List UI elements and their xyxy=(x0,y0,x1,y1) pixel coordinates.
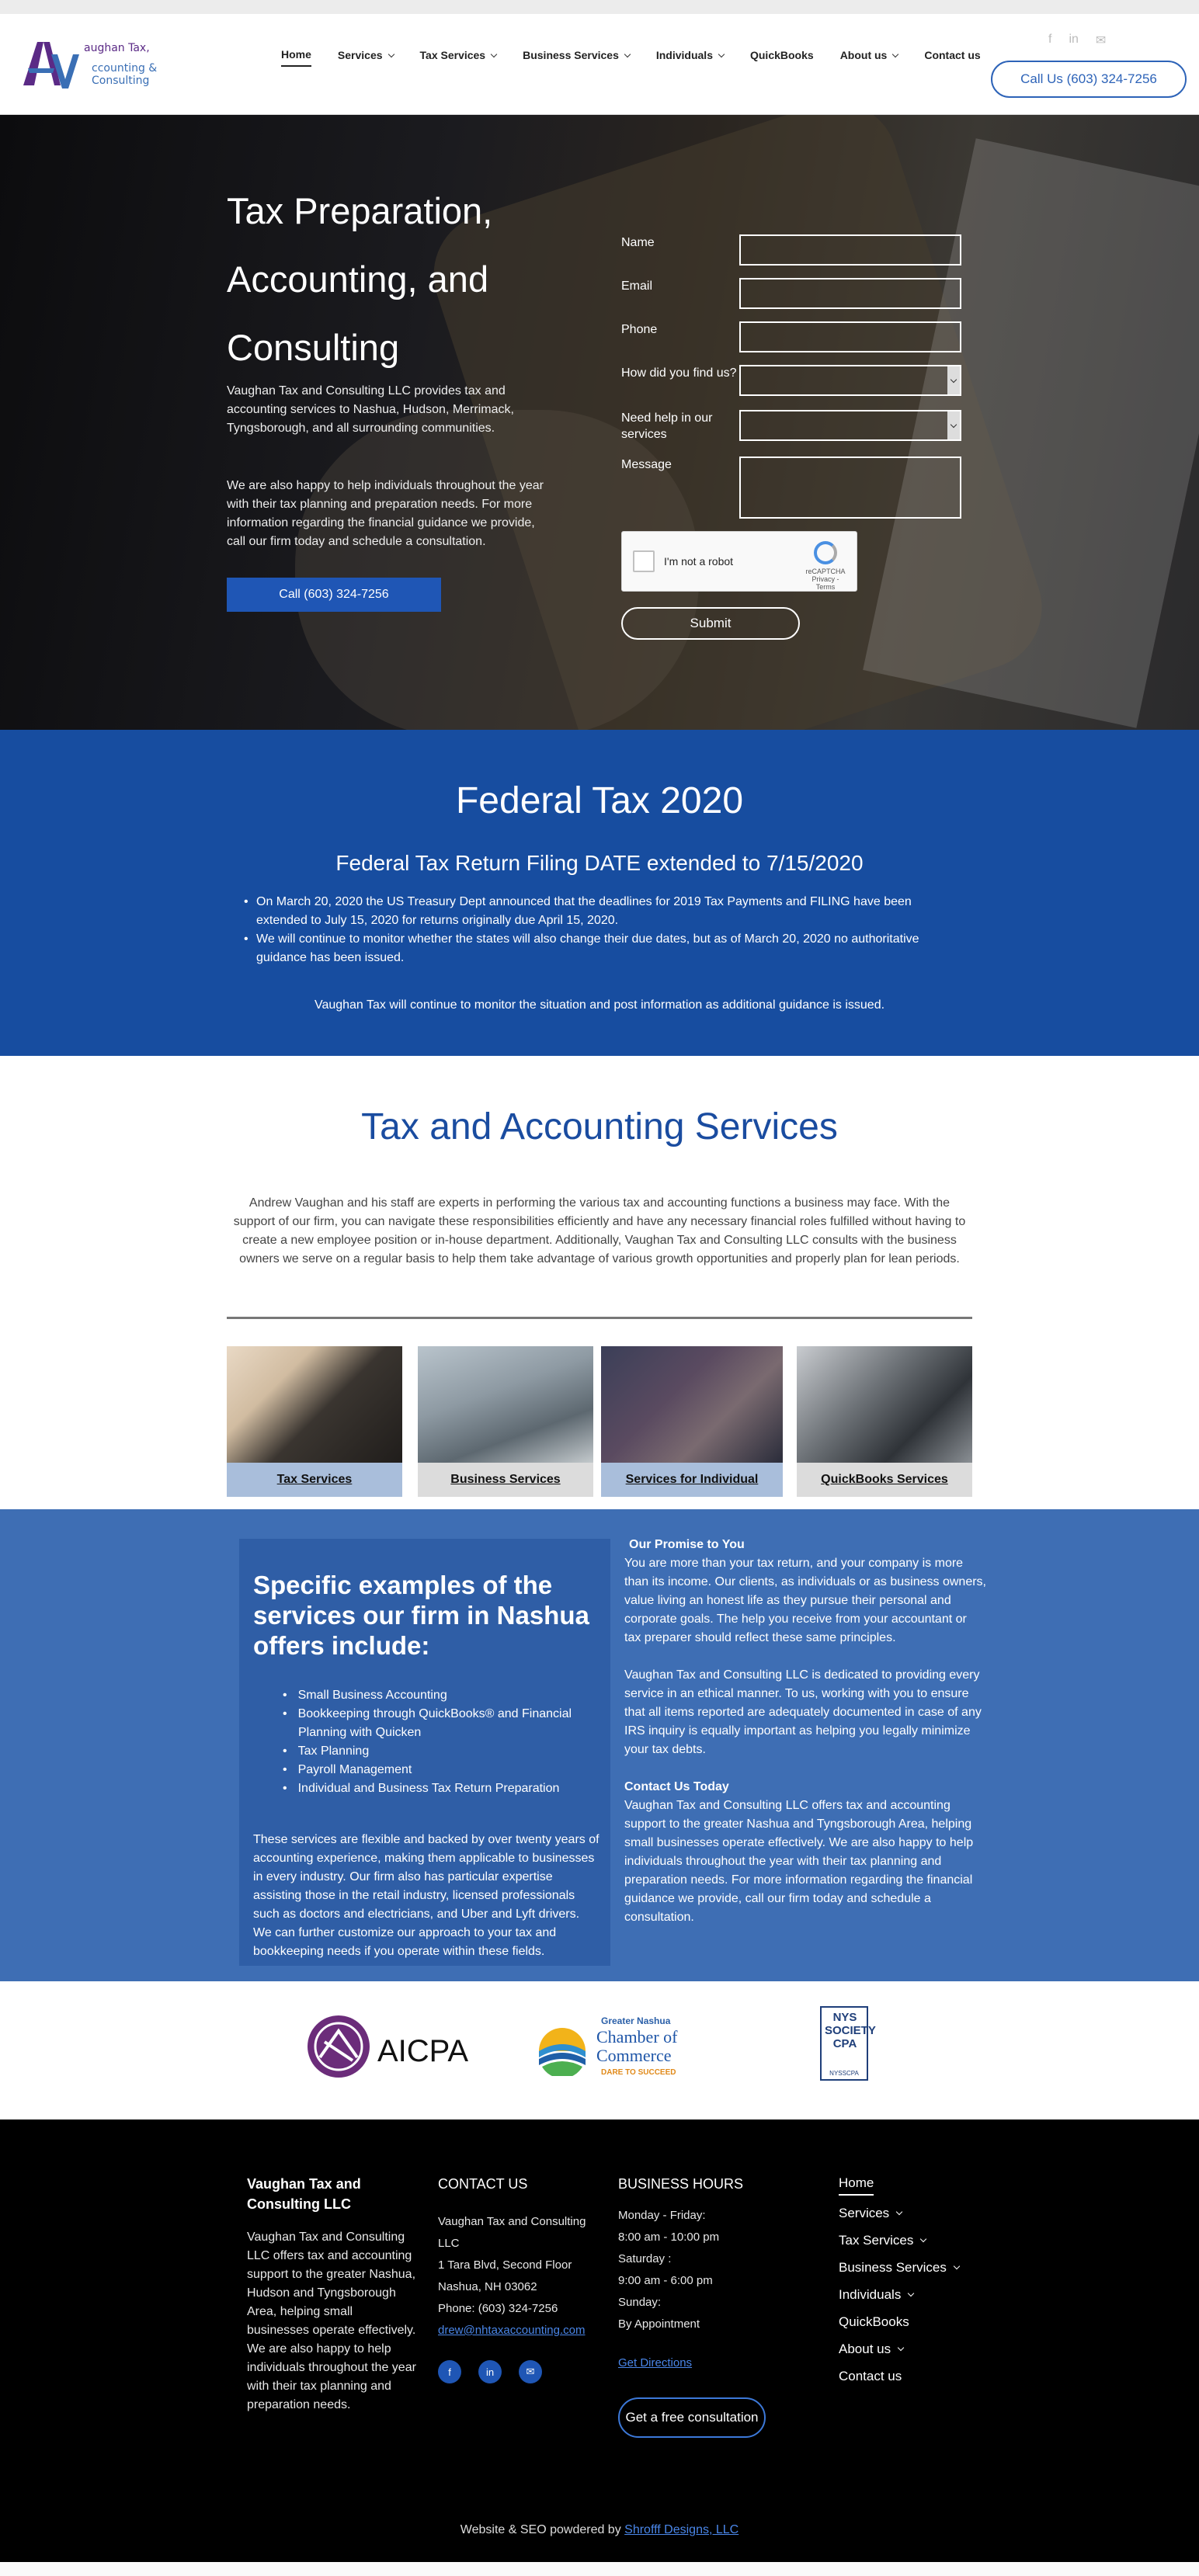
footer-hours xyxy=(618,2174,789,2438)
tile-business-services-label: Business Services xyxy=(418,1463,593,1497)
chevron-down-icon xyxy=(388,50,394,57)
footer-about-text: Vaughan Tax and Consulting LLC offers tax and accounting support to the greater Nashua, Hudson and Tyngsborough Area, helping small businesses operate effectively. We are also happy to help individuals throughout the year with their tax planning and preparation needs. xyxy=(247,2231,416,2411)
linkedin-icon[interactable]: in xyxy=(1069,33,1079,46)
credit-prefix: Website & SEO powdered by xyxy=(460,2523,621,2536)
hours-line: By Appointment xyxy=(618,2317,700,2331)
footer-phone: Phone: (603) 324-7256 xyxy=(438,2302,558,2315)
help-select[interactable] xyxy=(739,410,961,441)
federal-bullet: • We will continue to monitor whether the states will also change their due dates, but as of March 20, 2020 no authoritative guidance has been issued. xyxy=(256,930,955,967)
nysscpa-logo xyxy=(820,2006,876,2081)
footer-nav-business-services[interactable] xyxy=(839,2254,1010,2281)
credit-link[interactable]: Shrofff Designs, LLC xyxy=(624,2523,739,2536)
nav-home[interactable] xyxy=(281,48,311,67)
tile-tax-services-label: Tax Services xyxy=(227,1463,402,1497)
chevron-down-icon xyxy=(624,50,631,57)
hero-title: Tax Preparation, Accounting, and Consulting xyxy=(227,190,493,368)
footer-nav-tax-services-label: Tax Services xyxy=(839,2233,914,2248)
list-item: • Tax Planning xyxy=(298,1742,601,1761)
footer-nav-about-us[interactable] xyxy=(839,2335,1010,2362)
find-select[interactable] xyxy=(739,365,961,396)
services-intro: Andrew Vaughan and his staff are experts in performing the various tax and accounting functions a business may face. With the support of our firm, you can navigate these responsibilities efficiently and have any necessary financial roles fulfilled without having to create a new employee position or in-house department. Additionally, Vaughan Tax and Consulting LLC consults with the business owners we serve on a regular basis to help them take advantage of various growth opportunities and properly plan for lean periods. xyxy=(233,1196,966,1265)
message-textarea[interactable] xyxy=(739,457,961,519)
nav-home-label: Home xyxy=(281,48,311,61)
tile-individual-services-label: Services for Individual xyxy=(601,1463,783,1497)
footer-hours-title: BUSINESS HOURS xyxy=(618,2176,744,2192)
federal-bullets xyxy=(256,893,955,967)
footer-nav-individuals[interactable] xyxy=(839,2281,1010,2308)
footer-about-title: Vaughan Tax and Consulting LLC xyxy=(247,2176,361,2212)
laptop-meeting-image xyxy=(418,1346,593,1463)
examples-section xyxy=(0,1509,1199,1981)
submit-button[interactable]: Submit xyxy=(621,607,800,640)
email-icon[interactable]: ✉ xyxy=(1095,34,1107,47)
email-icon[interactable]: ✉ xyxy=(519,2360,542,2383)
footer-credit xyxy=(0,2523,1199,2537)
chevron-down-icon xyxy=(908,2290,914,2297)
footer-nav-quickbooks-label: QuickBooks xyxy=(839,2314,909,2329)
footer-nav-about-us-label: About us xyxy=(839,2342,891,2356)
promise-paragraph-2: Vaughan Tax and Consulting LLC is dedicated to providing every service in an ethical manner. To us, working with you to ensure that all items reported are adequately documented in case of any IRS inquiry is equally important as helping you legally minimize your tax debts. xyxy=(624,1668,982,1756)
contact-today-paragraph: Vaughan Tax and Consulting LLC offers tax and accounting support to the greater Nashua and Tyngsborough Area, helping small businesses operate effectively. We are also happy to help individuals throughout the year with their tax planning and preparation needs. For more information regarding the financial guidance we provide, call our firm today and schedule a consultation. xyxy=(624,1799,974,1924)
recaptcha-widget xyxy=(621,531,857,592)
form-heading: Get your free initial consultation ! xyxy=(621,64,938,88)
calculator-image xyxy=(227,1346,402,1463)
recaptcha-terms[interactable]: Privacy - Terms xyxy=(811,575,839,591)
consultation-image xyxy=(601,1346,783,1463)
footer-nav-services[interactable] xyxy=(839,2199,1010,2227)
list-item: • Payroll Management xyxy=(298,1761,601,1779)
phone-input[interactable] xyxy=(739,321,961,352)
service-tiles xyxy=(227,1346,972,1497)
federal-subtitle: Federal Tax Return Filing DATE extended to 7/15/2020 xyxy=(335,851,864,875)
help-row xyxy=(621,410,963,443)
get-directions-link[interactable]: Get Directions xyxy=(618,2356,693,2369)
list-item: • Individual and Business Tax Return Preparation xyxy=(298,1779,601,1798)
footer-about xyxy=(247,2174,418,2415)
footer-nav-individuals-label: Individuals xyxy=(839,2287,902,2302)
nysscpa-sub-text: NYSSCPA xyxy=(829,2070,859,2077)
nav-about-us-label: About us xyxy=(839,49,888,61)
recaptcha-logo xyxy=(802,541,849,591)
footer-email-link[interactable]: drew@nhtaxaccounting.com xyxy=(438,2324,586,2337)
recaptcha-label: I'm not a robot xyxy=(664,555,734,568)
federal-tax-section xyxy=(0,730,1199,1056)
footer-nav-contact-us[interactable] xyxy=(839,2362,1010,2390)
site-footer xyxy=(0,2119,1199,2576)
list-item xyxy=(298,1705,601,1742)
hero-call-button[interactable]: Call (603) 324-7256 xyxy=(227,578,441,612)
help-label: Need help in our services xyxy=(621,411,713,441)
find-row xyxy=(621,365,963,398)
footer-nav-contact-us-label: Contact us xyxy=(839,2369,902,2383)
footer-address-2: Nashua, NH 03062 xyxy=(438,2280,537,2293)
chevron-down-icon xyxy=(892,50,898,57)
chamber-top-text: Greater Nashua xyxy=(601,2015,671,2026)
chamber-logo xyxy=(536,2012,707,2082)
hours-line: Saturday : xyxy=(618,2252,672,2265)
affiliations-section xyxy=(0,1981,1199,2119)
chevron-down-icon xyxy=(718,50,725,57)
contact-today-title: Contact Us Today xyxy=(624,1780,729,1793)
facebook-icon[interactable]: f xyxy=(438,2360,461,2383)
name-input[interactable] xyxy=(739,234,961,266)
examples-box xyxy=(239,1539,610,1966)
logo-line-1: aughan Tax, xyxy=(84,42,150,54)
federal-note: Vaughan Tax will continue to monitor the situation and post information as additional guidance is issued. xyxy=(314,998,885,1012)
tile-individual-services[interactable] xyxy=(601,1346,783,1497)
hours-line: 8:00 am - 10:00 pm xyxy=(618,2231,720,2244)
name-row xyxy=(621,234,963,267)
site-logo[interactable] xyxy=(17,31,211,93)
tile-business-services[interactable] xyxy=(418,1346,593,1497)
nav-tax-services-label: Tax Services xyxy=(419,49,486,61)
free-consultation-button[interactable]: Get a free consultation xyxy=(618,2397,766,2438)
examples-heading: Specific examples of the services our firm in Nashua offers include: xyxy=(253,1571,589,1660)
footer-socials xyxy=(438,2360,609,2383)
aicpa-text: AICPA xyxy=(377,2034,469,2068)
footer-nav-tax-services[interactable] xyxy=(839,2227,1010,2254)
site-header xyxy=(0,14,1199,115)
footer-nav-home[interactable] xyxy=(839,2174,1010,2199)
chevron-down-icon xyxy=(954,2263,960,2269)
footer-contact-name: Vaughan Tax and Consulting LLC xyxy=(438,2215,586,2250)
hours-line: Sunday: xyxy=(618,2296,662,2309)
email-row xyxy=(621,278,963,311)
nav-contact-us-label: Contact us xyxy=(924,49,981,61)
header-call-button[interactable]: Call Us (603) 324-7256 xyxy=(991,61,1187,98)
list-item: • Small Business Accounting xyxy=(298,1686,601,1705)
tile-tax-services[interactable] xyxy=(227,1346,402,1497)
examples-list xyxy=(298,1686,601,1798)
nav-individuals-label: Individuals xyxy=(655,49,713,61)
footer-contact-title: CONTACT US xyxy=(438,2176,528,2192)
message-row xyxy=(621,457,963,520)
services-title: Tax and Accounting Services xyxy=(361,1106,838,1147)
email-label: Email xyxy=(621,279,653,293)
promise-title: Our Promise to You xyxy=(629,1538,745,1551)
footer-contact xyxy=(438,2174,609,2383)
federal-title: Federal Tax 2020 xyxy=(455,780,744,821)
chamber-tag-text: DARE TO SUCCEED xyxy=(601,2068,676,2077)
tile-quickbooks-services-label: QuickBooks Services xyxy=(797,1463,972,1497)
aicpa-logo xyxy=(306,2012,481,2081)
hours-line: Monday - Friday: xyxy=(618,2209,706,2222)
nav-business-services[interactable] xyxy=(523,48,630,67)
facebook-icon[interactable]: f xyxy=(1048,33,1052,46)
footer-nav-business-services-label: Business Services xyxy=(839,2260,947,2275)
logo-mark-icon xyxy=(17,31,79,93)
phone-row xyxy=(621,321,963,354)
nav-services-label: Services xyxy=(337,49,383,61)
nav-services[interactable] xyxy=(338,48,394,67)
footer-nav xyxy=(839,2174,1010,2390)
chevron-down-icon xyxy=(896,2209,902,2215)
email-input[interactable] xyxy=(739,278,961,309)
list-item-text: Bookkeeping through QuickBooks® and Financial Planning with Quicken xyxy=(297,1707,572,1739)
recaptcha-brand: reCAPTCHA xyxy=(805,568,846,575)
footer-nav-quickbooks[interactable] xyxy=(839,2308,1010,2335)
nav-quickbooks-label: QuickBooks xyxy=(749,49,814,61)
top-strip xyxy=(0,0,1199,14)
laptop-typing-image xyxy=(797,1346,972,1463)
promise-column xyxy=(624,1536,986,1927)
federal-bullet: • On March 20, 2020 the US Treasury Dept announced that the deadlines for 2019 Tax Payments and FILING have been extended to July 15, 2020 for returns originally due April 15, 2020. xyxy=(256,893,955,930)
message-label: Message xyxy=(621,458,672,471)
chevron-down-icon xyxy=(491,50,497,57)
footer-nav-home-label: Home xyxy=(839,2174,874,2196)
aicpa-mark-icon xyxy=(306,2014,371,2079)
chamber-main-text: Chamber of Commerce xyxy=(596,2027,678,2065)
nysscpa-text: NYS SOCIETY CPA xyxy=(825,2011,876,2050)
footer-nav-services-label: Services xyxy=(839,2206,890,2220)
chevron-down-icon xyxy=(898,2345,904,2351)
services-divider xyxy=(227,1317,972,1319)
header-socials xyxy=(1048,33,1106,48)
name-label: Name xyxy=(621,236,655,249)
chamber-mark-icon xyxy=(536,2020,589,2076)
recaptcha-checkbox[interactable] xyxy=(633,550,655,572)
nav-tax-services[interactable] xyxy=(420,48,497,67)
chevron-down-icon xyxy=(920,2236,926,2242)
footer-address-1: 1 Tara Blvd, Second Floor xyxy=(438,2258,572,2272)
bottom-strip xyxy=(0,2562,1199,2576)
hero-intro-2: We are also happy to help individuals throughout the year with their tax planning and preparation needs. For more information regarding the financial guidance we provide, call our firm today and schedule a consultation. xyxy=(227,479,544,548)
find-label: How did you find us? xyxy=(621,366,737,380)
phone-label: Phone xyxy=(621,323,658,336)
hours-line: 9:00 am - 6:00 pm xyxy=(618,2274,713,2287)
hero-intro: Vaughan Tax and Consulting LLC provides tax and accounting services to Nashua, Hudson, Merrimack, Tyngsborough, and all surrounding communities. xyxy=(227,384,514,435)
nav-business-services-label: Business Services xyxy=(523,49,619,61)
tile-quickbooks-services[interactable] xyxy=(797,1346,972,1497)
linkedin-icon[interactable]: in xyxy=(478,2360,502,2383)
logo-line-2: ccounting & Consulting xyxy=(92,62,158,87)
recaptcha-icon xyxy=(814,541,837,564)
examples-paragraph: These services are flexible and backed by over twenty years of accounting experience, making them applicable to businesses in every industry. Our firm also has particular expertise assisting those in the retail industry, licensed professionals such as doctors and electricians, and Uber and Lyft drivers. We can further customize our approach to your tax and bookkeeping needs if you operate within these fields. xyxy=(253,1833,600,1958)
promise-paragraph-1: You are more than your tax return, and your company is more than its income. Our clients, as individuals or as business owners, value living an honest life as they pursue their personal and corporate goals. The help you receive from your accountant or tax preparer should reflect these same principles. xyxy=(624,1557,986,1644)
hero-section xyxy=(0,115,1199,730)
